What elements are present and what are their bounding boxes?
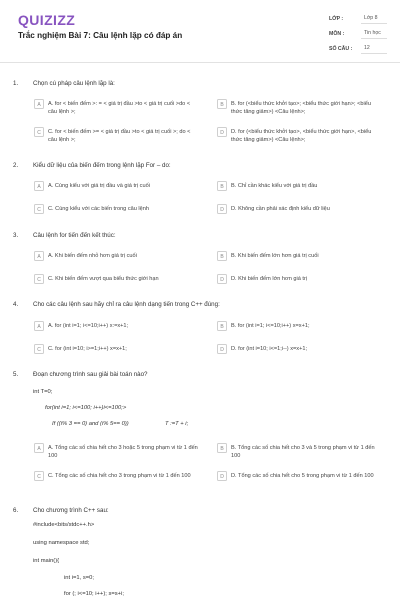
option-letter: A: [34, 321, 44, 331]
code-line: If ((i% 3 == 0) and (i% 5== 0)): [52, 421, 129, 427]
option-letter: B: [217, 251, 227, 261]
code-line: int T=0;: [33, 389, 53, 395]
option-text: B. for (int i=1; i<=10;i++) x=x+1;: [231, 322, 310, 329]
option-text: C. Tổng các số chia hết cho 3 trong phạm vi từ 1 đến 100: [48, 472, 191, 479]
grade-label: LỚP :: [329, 16, 344, 22]
option-text: D. Tổng các số chia hết cho 5 trong phạm vi từ 1 đến 100: [231, 472, 374, 479]
option-letter: B: [217, 443, 227, 453]
option-letter: C: [34, 344, 44, 354]
subject-value: Tin học: [361, 28, 387, 39]
option-text: A. Cùng kiểu với giá trị đầu và giá trị cuối: [48, 182, 150, 189]
option-letter: C: [34, 471, 44, 481]
option-text: B. for (<biểu thức khởi tạo>; <biểu thức giới hạn>; <biểu thức tăng giảm>) <Câu lệnh>;: [231, 100, 371, 115]
code-line: using namespace std;: [33, 540, 90, 546]
option-letter: B: [217, 321, 227, 331]
option-letter: A: [34, 99, 44, 109]
option-text: B. Khi biến đếm lớn hơn giá trị cuối: [231, 252, 319, 259]
question-count-label: SỐ CÂU :: [329, 46, 353, 52]
option-text: B. Tổng các số chia hết cho 3 và 5 trong phạm vi từ 1 đến 100: [231, 444, 375, 459]
option-letter: D: [217, 471, 227, 481]
option-text: A. for < biến đếm >: = < giá trị đầu >to < giá trị cuối >do < câu lệnh >;: [48, 100, 191, 115]
option-text: B. Chỉ cần khác kiểu với giá trị đầu: [231, 182, 318, 189]
question-text: Cho các câu lệnh sau hãy chỉ ra câu lệnh dạng tiến trong C++ đúng:: [33, 301, 220, 308]
option-text: C. Khi biến đếm vượt qua biểu thức giới hạn: [48, 275, 159, 282]
question-number: 6.: [13, 507, 19, 514]
question-number: 5.: [13, 371, 19, 378]
option-letter: D: [217, 204, 227, 214]
option-text: C. Cùng kiểu với các biến trong câu lệnh: [48, 205, 149, 212]
question-text: Chọn cú pháp câu lệnh lặp là:: [33, 80, 115, 87]
option-letter: D: [217, 127, 227, 137]
question-text: Cho chương trình C++ sau:: [33, 507, 109, 514]
header-divider: [0, 62, 400, 63]
code-line: int i=1, s=0;: [64, 575, 94, 581]
option-letter: C: [34, 127, 44, 137]
quizizz-logo: QUIZIZZ: [18, 12, 76, 28]
option-text: D. Không cần phải xác định kiểu dữ liệu: [231, 205, 330, 212]
option-text: D. Khi biến đếm lớn hơn giá trị: [231, 275, 308, 282]
option-letter: A: [34, 443, 44, 453]
worksheet-title: Trắc nghiệm Bài 7: Câu lệnh lặp có đáp án: [18, 31, 183, 40]
question-number: 1.: [13, 80, 19, 87]
option-text: A. for (int i=1; i<=10;i++) x:=x+1;: [48, 322, 129, 329]
option-letter: D: [217, 344, 227, 354]
option-text: D. for (<biểu thức khởi tạo>, <biểu thức giới hạn>, <biểu thức tăng giảm>) <Câu lệnh>;: [231, 128, 372, 143]
grade-value: Lớp 8: [361, 13, 387, 24]
code-line: T :=T + i;: [165, 421, 189, 427]
question-number: 2.: [13, 162, 19, 169]
option-text: D. for (int i=10; i<=1;i--) x=x+1;: [231, 345, 308, 352]
question-text: Câu lệnh for tiến đến kết thúc:: [33, 232, 116, 239]
question-number: 4.: [13, 301, 19, 308]
option-letter: B: [217, 99, 227, 109]
option-letter: A: [34, 251, 44, 261]
question-count-value: 12: [361, 43, 387, 54]
option-text: C. for (int i=10; i>=1;i++) x=x+1;: [48, 345, 127, 352]
option-text: A. Tổng các số chia hết cho 3 hoặc 5 trong phạm vi từ 1 đến 100: [48, 444, 198, 459]
question-number: 3.: [13, 232, 19, 239]
option-letter: C: [34, 274, 44, 284]
question-text: Kiểu dữ liệu của biến đếm trong lệnh lặp For – do:: [33, 162, 171, 169]
question-text: Đoạn chương trình sau giải bài toán nào?: [33, 371, 148, 378]
code-line: #include<bits/stdc++.h>: [33, 522, 95, 528]
subject-label: MÔN :: [329, 31, 345, 37]
code-line: for(int i=1; i<=100; i++)i<=100;>: [45, 405, 127, 411]
option-letter: C: [34, 204, 44, 214]
option-letter: B: [217, 181, 227, 191]
option-letter: A: [34, 181, 44, 191]
option-text: A. Khi biến đếm nhỏ hơn giá trị cuối: [48, 252, 137, 259]
code-line: for (; i<=10; i++); s=s+i;: [64, 591, 124, 597]
option-letter: D: [217, 274, 227, 284]
option-text: C. for < biến đếm >= < giá trị đầu >to < giá trị cuối >; do < câu lệnh >;: [48, 128, 191, 143]
code-line: int main(){: [33, 558, 60, 564]
worksheet-header: [0, 0, 400, 62]
